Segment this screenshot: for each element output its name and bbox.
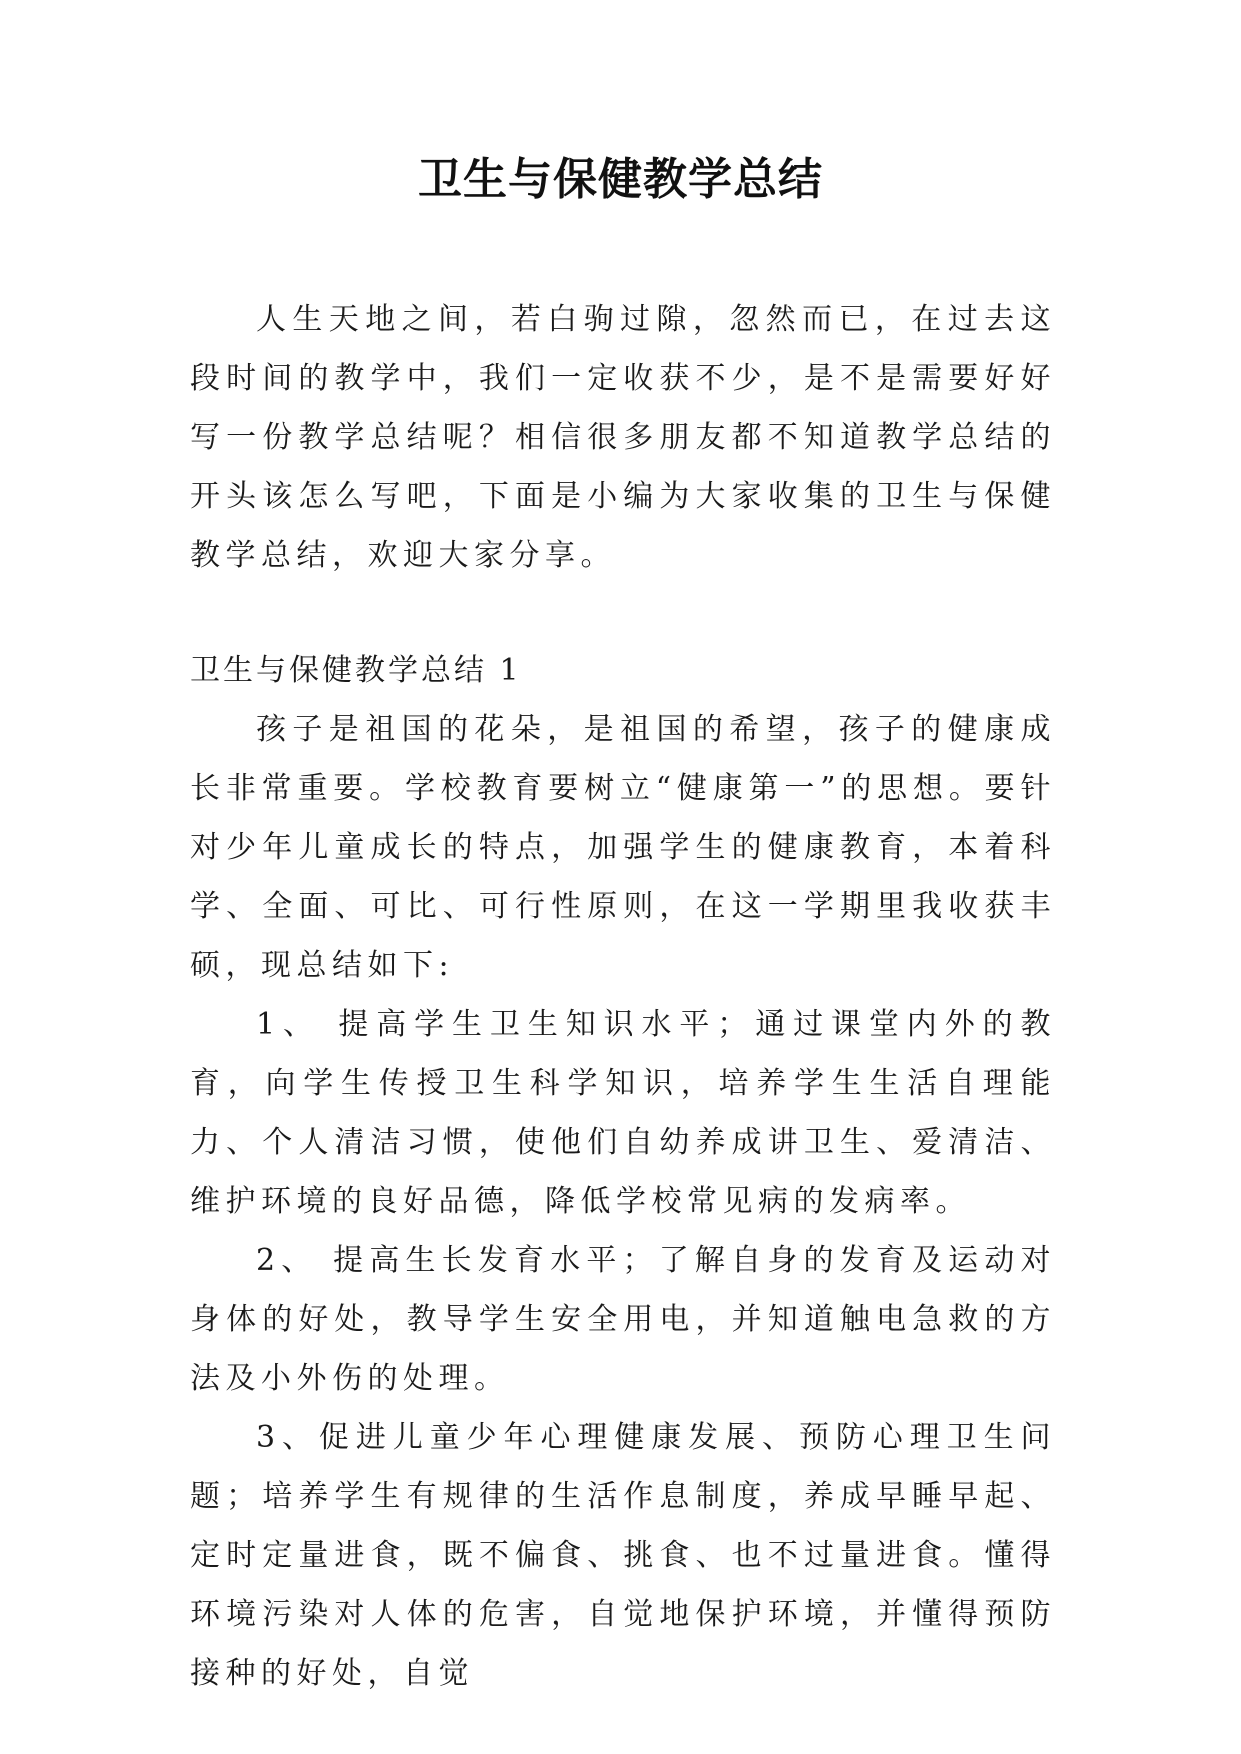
spacer xyxy=(190,585,1056,641)
section-heading: 卫生与保健教学总结 1 xyxy=(190,653,522,688)
document-body xyxy=(190,290,1056,1703)
list-item-3: 3、促进儿童少年心理健康发展、预防心理卫生问题；培养学生有规律的生活作息制度，养成早睡早起、定时定量进食，既不偏食、挑食、也不过量进食。懂得环境污染对人体的危害，自觉地保护环境，并懂得预防接种的好处，自觉 xyxy=(190,1420,1056,1691)
intro-paragraph: 人生天地之间，若白驹过隙，忽然而已，在过去这段时间的教学中，我们一定收获不少，是不是需要好好写一份教学总结呢？相信很多朋友都不知道教学总结的开头该怎么写吧，下面是小编为大家收集的卫生与保健教学总结，欢迎大家分享。 xyxy=(190,302,1056,573)
list-item-2: 2、 提高生长发育水平；了解自身的发育及运动对身体的好处，教导学生安全用电，并知道触电急救的方法及小外伤的处理。 xyxy=(190,1243,1056,1396)
list-item-1: 1、 提高学生卫生知识水平；通过课堂内外的教育，向学生传授卫生科学知识，培养学生生活自理能力、个人清洁习惯，使他们自幼养成讲卫生、爱清洁、维护环境的良好品德，降低学校常见病的发病率。 xyxy=(190,1007,1056,1219)
document-title: 卫生与保健教学总结 xyxy=(418,154,823,205)
body-paragraph: 孩子是祖国的花朵，是祖国的希望，孩子的健康成长非常重要。学校教育要树立“健康第一”的思想。要针对少年儿童成长的特点，加强学生的健康教育，本着科学、全面、可比、可行性原则，在这一学期里我收获丰硕，现总结如下: xyxy=(190,712,1056,983)
